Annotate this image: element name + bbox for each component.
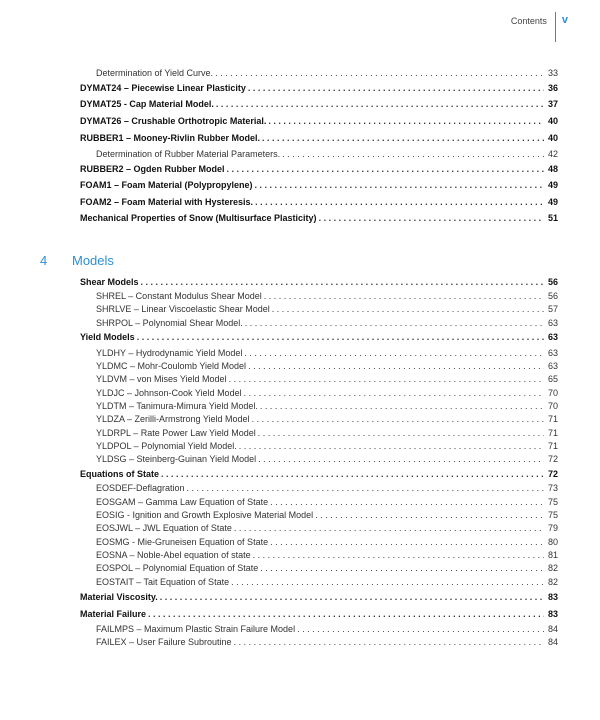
toc-entry-title: Shear Models — [80, 277, 139, 287]
toc-entry-title: YLDPOL – Polynomial Yield Model. — [96, 441, 237, 451]
toc-page-number: 63 — [547, 318, 558, 328]
toc-subentry[interactable] — [80, 347, 558, 360]
toc-subentry[interactable] — [80, 290, 558, 303]
toc-entry-title: YLDHY – Hydrodynamic Yield Model — [96, 348, 243, 358]
dot-leader — [258, 562, 544, 575]
toc-entry-title: YLDMC – Mohr-Coulomb Yield Model — [96, 361, 247, 371]
toc-entry-title: FOAM2 – Foam Material with Hysteresis. — [80, 197, 254, 207]
toc-page-number: 48 — [547, 164, 558, 174]
toc-page-number: 36 — [547, 83, 558, 93]
toc-subentry[interactable] — [80, 387, 558, 400]
dot-leader — [139, 276, 544, 289]
toc-entry[interactable] — [80, 276, 558, 289]
dot-leader — [232, 636, 544, 649]
toc-entry-title: DYMAT25 - Cap Material Model. — [80, 99, 214, 109]
dot-leader — [225, 163, 544, 176]
dot-leader — [280, 148, 544, 161]
toc-entry[interactable] — [80, 132, 558, 145]
dot-leader — [214, 98, 544, 111]
toc-subentry[interactable] — [80, 373, 558, 386]
dot-leader — [268, 496, 544, 509]
toc-entry[interactable] — [80, 212, 558, 225]
dot-leader — [258, 400, 544, 413]
toc-page-number: 75 — [547, 510, 558, 520]
toc-subentry[interactable] — [80, 303, 558, 316]
toc-entry-title: SHRPOL – Polynomial Shear Model. — [96, 318, 243, 328]
toc-entry[interactable] — [80, 82, 558, 95]
header-page-number: v — [561, 14, 568, 26]
toc-page-number: 73 — [547, 483, 558, 493]
toc-page-number: 37 — [547, 99, 558, 109]
dot-leader — [250, 413, 544, 426]
toc-entry[interactable] — [80, 591, 558, 604]
toc-entry-title: EOSDEF-Deflagration — [96, 483, 185, 493]
toc-subentry[interactable] — [80, 496, 558, 509]
dot-leader — [185, 482, 544, 495]
toc-subentry[interactable] — [80, 549, 558, 562]
toc-page-number: 83 — [547, 609, 558, 619]
toc-page-number: 82 — [547, 563, 558, 573]
toc-entry-title: EOSTAIT – Tait Equation of State — [96, 577, 230, 587]
chapter-title: Models — [72, 252, 114, 268]
toc-page-number: 80 — [547, 537, 558, 547]
dot-leader — [246, 82, 544, 95]
toc-entry-title: RUBBER1 – Mooney-Rivlin Rubber Model. — [80, 133, 261, 143]
toc-page-number: 51 — [547, 213, 558, 223]
toc-entry[interactable] — [80, 196, 558, 209]
toc-entry-title: YLDRPL – Rate Power Law Yield Model — [96, 428, 256, 438]
toc-page-number: 71 — [547, 428, 558, 438]
toc-page-number: 56 — [547, 277, 558, 287]
dot-leader — [232, 522, 544, 535]
toc-subentry[interactable] — [80, 413, 558, 426]
toc-entry-title: Mechanical Properties of Snow (Multisurface Plasticity) — [80, 213, 317, 223]
toc-entry[interactable] — [80, 163, 558, 176]
toc-page-number: 33 — [547, 68, 558, 78]
dot-leader — [227, 373, 544, 386]
dot-leader — [246, 360, 544, 373]
toc-subentry[interactable] — [80, 427, 558, 440]
toc-page-number: 70 — [547, 388, 558, 398]
dot-leader — [262, 290, 544, 303]
toc-subentry[interactable] — [80, 440, 558, 453]
toc-page-number: 70 — [547, 401, 558, 411]
toc-entry-title: YLDVM – von Mises Yield Model — [96, 374, 227, 384]
dot-leader — [242, 387, 544, 400]
toc-entry-title: Material Viscosity. — [80, 592, 158, 602]
toc-entry[interactable] — [80, 179, 558, 192]
toc-entry-title: EOSGAM – Gamma Law Equation of State — [96, 497, 269, 507]
dot-leader — [266, 115, 544, 128]
toc-entry[interactable] — [80, 468, 558, 481]
toc-page-number: 40 — [547, 133, 558, 143]
toc-subentry[interactable] — [80, 636, 558, 649]
toc-subentry[interactable] — [80, 522, 558, 535]
toc-subentry[interactable] — [80, 562, 558, 575]
dot-leader — [146, 608, 544, 621]
dot-leader — [256, 453, 544, 466]
header-divider — [555, 12, 556, 42]
toc-entry[interactable] — [80, 98, 558, 111]
toc-entry-title: Determination of Yield Curve. — [96, 68, 214, 78]
toc-page-number: 84 — [547, 637, 558, 647]
toc-entry-title: EOSIG - Ignition and Growth Explosive Material Model — [96, 510, 314, 520]
toc-page-number: 71 — [547, 441, 558, 451]
dot-leader — [251, 549, 544, 562]
chapter-heading[interactable] — [40, 251, 240, 269]
toc-subentry[interactable] — [80, 509, 558, 522]
toc-page-number: 79 — [547, 523, 558, 533]
toc-subentry[interactable] — [80, 536, 558, 549]
toc-entry-title: Equations of State — [80, 469, 160, 479]
toc-entry-title: Yield Models — [80, 332, 135, 342]
toc-entry-title: Material Failure — [80, 609, 147, 619]
toc-entry-title: EOSMG - Mie-Gruneisen Equation of State — [96, 537, 269, 547]
toc-subentry[interactable] — [80, 400, 558, 413]
dot-leader — [159, 468, 544, 481]
dot-leader — [158, 591, 544, 604]
toc-page-number: 65 — [547, 374, 558, 384]
toc-entry-title: YLDJC – Johnson-Cook Yield Model — [96, 388, 242, 398]
toc-page-number: 56 — [547, 291, 558, 301]
dot-leader — [268, 536, 544, 549]
dot-leader — [242, 347, 544, 360]
toc-entry[interactable] — [80, 608, 558, 621]
dot-leader — [229, 576, 544, 589]
toc-entry[interactable] — [80, 331, 558, 344]
toc-page-number: 82 — [547, 577, 558, 587]
toc-page-number: 49 — [547, 197, 558, 207]
dot-leader — [213, 67, 544, 80]
toc-entry-title: YLDSG – Steinberg-Guinan Yield Model — [96, 454, 257, 464]
dot-leader — [270, 303, 544, 316]
page-header — [511, 12, 568, 42]
toc-entry-title: FAILMPS – Maximum Plastic Strain Failure Model — [96, 624, 296, 634]
dot-leader — [237, 440, 544, 453]
toc-page-number: 75 — [547, 497, 558, 507]
toc-entry-title: Determination of Rubber Material Parameters. — [96, 149, 281, 159]
toc-entry-title: EOSNA – Noble-Abel equation of state — [96, 550, 251, 560]
header-title: Contents — [510, 16, 547, 26]
dot-leader — [253, 179, 544, 192]
toc-page-number: 63 — [547, 348, 558, 358]
dot-leader — [317, 212, 544, 225]
dot-leader — [295, 623, 544, 636]
toc-page-number: 84 — [547, 624, 558, 634]
toc-subentry[interactable] — [80, 67, 558, 80]
toc-subentry[interactable] — [80, 317, 558, 330]
toc-subentry[interactable] — [80, 453, 558, 466]
toc-entry-title: EOSPOL – Polynomial Equation of State — [96, 563, 259, 573]
dot-leader — [253, 196, 544, 209]
dot-leader — [135, 331, 544, 344]
toc-entry[interactable] — [80, 115, 558, 128]
toc-subentry[interactable] — [80, 576, 558, 589]
dot-leader — [243, 317, 544, 330]
toc-page-number: 57 — [547, 304, 558, 314]
toc-page-number: 49 — [547, 180, 558, 190]
toc-page-number: 72 — [547, 454, 558, 464]
toc-entry-title: DYMAT26 – Crushable Orthotropic Material. — [80, 116, 267, 126]
toc-entry-title: SHRLVE – Linear Viscoelastic Shear Model — [96, 304, 270, 314]
toc-page-number: 81 — [547, 550, 558, 560]
toc-page-number: 42 — [547, 149, 558, 159]
toc-entry-title: SHREL – Constant Modulus Shear Model — [96, 291, 262, 301]
toc-subentry[interactable] — [80, 148, 558, 161]
chapter-number: 4 — [40, 252, 48, 268]
toc-subentry[interactable] — [80, 482, 558, 495]
toc-entry-title: YLDZA – Zerilli-Armstrong Yield Model — [96, 414, 250, 424]
dot-leader — [313, 509, 544, 522]
toc-entry-title: FOAM1 – Foam Material (Polypropylene) — [80, 180, 253, 190]
toc-page-number: 63 — [547, 332, 558, 342]
toc-entry-title: FAILEX – User Failure Subroutine — [96, 637, 232, 647]
toc-page-number: 63 — [547, 361, 558, 371]
toc-entry-title: EOSJWL – JWL Equation of State — [96, 523, 232, 533]
toc-subentry[interactable] — [80, 623, 558, 636]
toc-entry-title: RUBBER2 – Ogden Rubber Model — [80, 164, 225, 174]
dot-leader — [256, 427, 544, 440]
toc-page-number: 71 — [547, 414, 558, 424]
toc-entry-title: DYMAT24 – Piecewise Linear Plasticity — [80, 83, 246, 93]
toc-entry-title: YLDTM – Tanimura-Mimura Yield Model. — [96, 401, 258, 411]
toc-page-number: 72 — [547, 469, 558, 479]
toc-page-number: 40 — [547, 116, 558, 126]
dot-leader — [260, 132, 544, 145]
toc-subentry[interactable] — [80, 360, 558, 373]
toc-page-number: 83 — [547, 592, 558, 602]
